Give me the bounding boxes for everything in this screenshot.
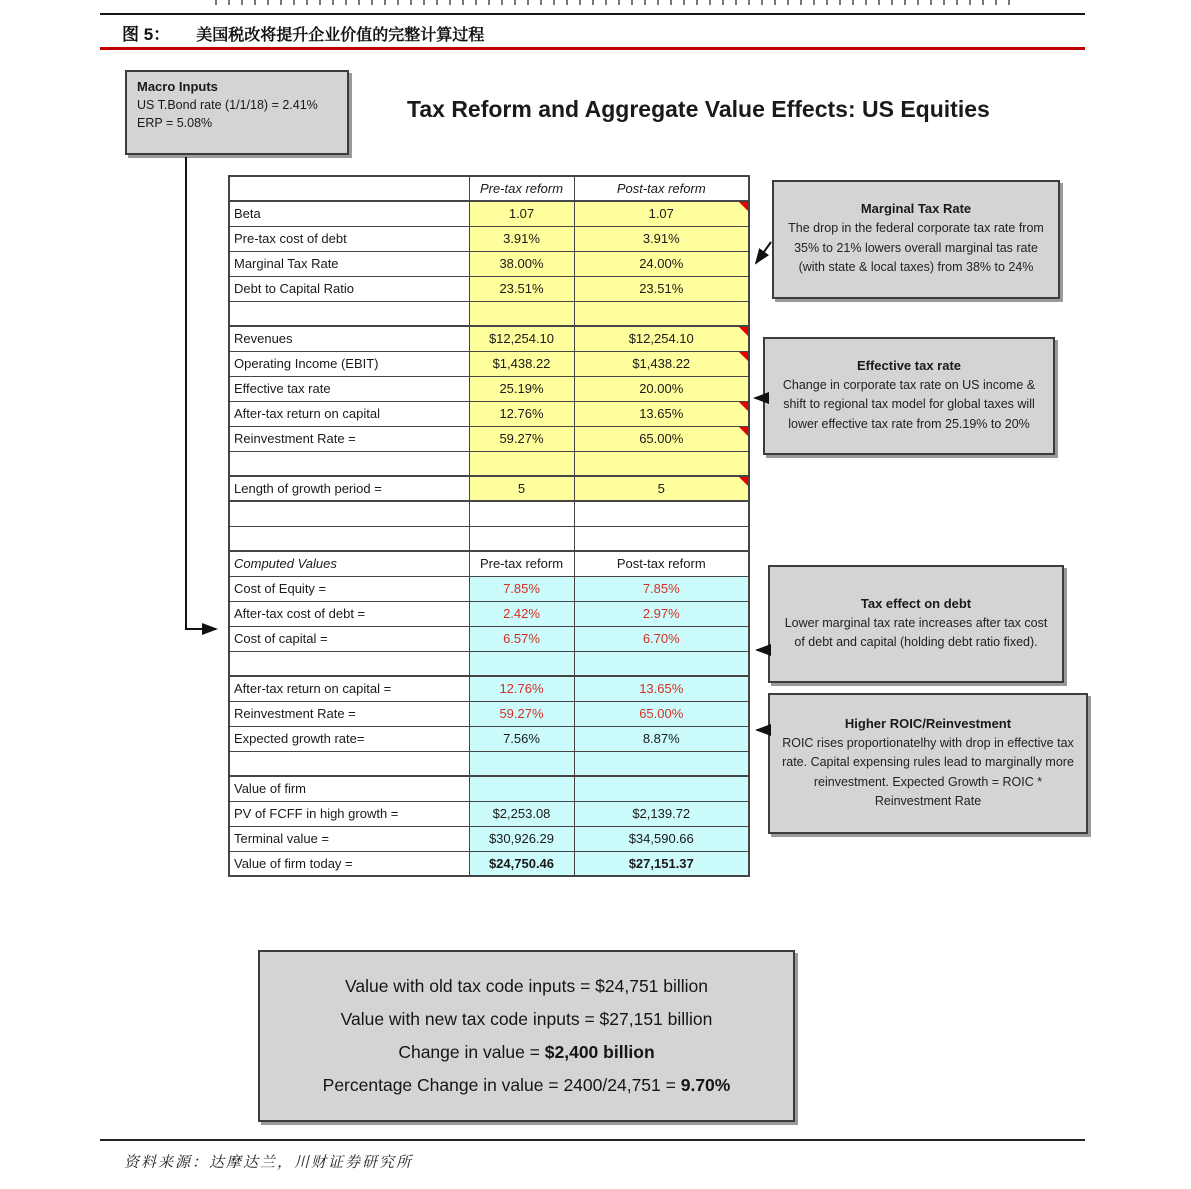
macro-inputs-title: Macro Inputs (137, 79, 218, 94)
summary-line-text: Change in value = (398, 1042, 545, 1062)
comment-marker-icon (739, 402, 748, 411)
row-label-cell (229, 301, 469, 326)
pre-value-cell: 12.76% (469, 676, 574, 701)
post-value-cell (574, 301, 749, 326)
table-row (229, 626, 749, 651)
summary-line (260, 970, 793, 1003)
post-value-cell: $2,139.72 (574, 801, 749, 826)
annotation-box-marginal-tax-rate (772, 180, 1060, 299)
post-value-cell: Post-tax reform (574, 176, 749, 201)
table-row (229, 251, 749, 276)
row-label-cell: Reinvestment Rate = (229, 701, 469, 726)
post-value-cell (574, 651, 749, 676)
pre-value-cell: 3.91% (469, 226, 574, 251)
table-row (229, 326, 749, 351)
annotation-title: Marginal Tax Rate (860, 201, 972, 217)
table-row (229, 526, 749, 551)
row-label-cell: Length of growth period = (229, 476, 469, 501)
annotation-box-effective-tax-rate (763, 337, 1055, 455)
post-value-cell: 5 (574, 476, 749, 501)
table-row (229, 176, 749, 201)
pre-value-cell (469, 776, 574, 801)
table-row (229, 501, 749, 526)
table-row (229, 576, 749, 601)
pre-value-cell: 25.19% (469, 376, 574, 401)
table-row (229, 826, 749, 851)
table-row (229, 201, 749, 226)
row-label-cell: After-tax cost of debt = (229, 601, 469, 626)
table-row (229, 551, 749, 576)
post-value-cell: 65.00% (574, 426, 749, 451)
pre-value-cell: Pre-tax reform (469, 176, 574, 201)
annotation-box-higher-roic (768, 693, 1088, 834)
annotation-body: ROIC rises proportionatelhy with drop in effective tax rate. Capital expensing rules lead to marginally more reinvestment. Expected Growth = ROIC * Reinvestment Rate (782, 735, 1074, 808)
comment-marker-icon (739, 327, 748, 336)
pre-value-cell: $2,253.08 (469, 801, 574, 826)
pre-value-cell: 12.76% (469, 401, 574, 426)
post-value-cell: 1.07 (574, 201, 749, 226)
row-label-cell: Reinvestment Rate = (229, 426, 469, 451)
pre-value-cell (469, 301, 574, 326)
pre-value-cell (469, 651, 574, 676)
source-text: 资料来源：达摩达兰，川财证券研究所 (124, 1155, 414, 1171)
macro-input-line: ERP = 5.08% (137, 116, 213, 131)
row-label-cell: PV of FCFF in high growth = (229, 801, 469, 826)
row-label-cell: After-tax return on capital = (229, 676, 469, 701)
summary-box (258, 950, 795, 1122)
annotation-body: Change in corporate tax rate on US income & shift to regional tax model for global taxes will lower effective tax rate from 25.19% to 20% (782, 377, 1036, 431)
post-value-cell: 3.91% (574, 226, 749, 251)
figure-title: 美国税改将提升企业价值的完整计算过程 (196, 27, 485, 44)
table-row (229, 351, 749, 376)
row-label-cell: Value of firm today = (229, 851, 469, 876)
pre-value-cell: $30,926.29 (469, 826, 574, 851)
post-value-cell: $34,590.66 (574, 826, 749, 851)
pre-value-cell: 23.51% (469, 276, 574, 301)
row-label-cell: Cost of Equity = (229, 576, 469, 601)
row-label-cell: Expected growth rate= (229, 726, 469, 751)
figure-number: 图 5： (122, 25, 171, 44)
pre-value-cell (469, 751, 574, 776)
post-value-cell: 24.00% (574, 251, 749, 276)
pre-value-cell: 7.85% (469, 576, 574, 601)
table-row (229, 426, 749, 451)
row-label-cell: Pre-tax cost of debt (229, 226, 469, 251)
annotation-title: Higher ROIC/Reinvestment (844, 715, 1012, 731)
row-label-cell: Effective tax rate (229, 376, 469, 401)
marginal-tax-arrow (756, 242, 771, 263)
row-label-cell (229, 651, 469, 676)
comment-marker-icon (739, 477, 748, 486)
post-value-cell: Post-tax reform (574, 551, 749, 576)
row-label-cell (229, 176, 469, 201)
pre-value-cell: 1.07 (469, 201, 574, 226)
post-value-cell (574, 501, 749, 526)
macro-to-table-arrow (186, 157, 216, 629)
table-row (229, 601, 749, 626)
summary-line-bold: 9.70% (680, 1075, 731, 1095)
pre-value-cell: 7.56% (469, 726, 574, 751)
table-row (229, 401, 749, 426)
table-row (229, 801, 749, 826)
post-value-cell (574, 451, 749, 476)
row-label-cell: Marginal Tax Rate (229, 251, 469, 276)
pre-value-cell: $1,438.22 (469, 351, 574, 376)
table-row (229, 476, 749, 501)
post-value-cell (574, 526, 749, 551)
caption-underline (100, 47, 1085, 50)
pre-value-cell: 59.27% (469, 701, 574, 726)
row-label-cell: Debt to Capital Ratio (229, 276, 469, 301)
post-value-cell (574, 776, 749, 801)
summary-line (260, 1036, 793, 1069)
post-value-cell: 13.65% (574, 676, 749, 701)
table-row (229, 301, 749, 326)
pre-value-cell: 5 (469, 476, 574, 501)
summary-line-bold: $2,400 billion (544, 1042, 655, 1062)
table-row (229, 651, 749, 676)
pre-value-cell (469, 526, 574, 551)
sheet-title: Tax Reform and Aggregate Value Effects: US Equities (407, 96, 990, 122)
post-value-cell: 13.65% (574, 401, 749, 426)
post-value-cell: $27,151.37 (574, 851, 749, 876)
post-value-cell: 6.70% (574, 626, 749, 651)
pre-value-cell (469, 451, 574, 476)
summary-line (260, 1003, 793, 1036)
table-row (229, 676, 749, 701)
table-row (229, 226, 749, 251)
header-divider (100, 13, 1085, 15)
post-value-cell: 2.97% (574, 601, 749, 626)
figure-caption (122, 20, 484, 45)
post-value-cell: 20.00% (574, 376, 749, 401)
macro-input-line: US T.Bond rate (1/1/18) = 2.41% (137, 98, 318, 112)
pre-value-cell: $24,750.46 (469, 851, 574, 876)
table-row (229, 701, 749, 726)
table-row (229, 851, 749, 876)
table-row (229, 451, 749, 476)
pre-value-cell (469, 501, 574, 526)
comment-marker-icon (739, 427, 748, 436)
annotation-body: The drop in the federal corporate tax rate from 35% to 21% lowers overall marginal tas rate (with state & local taxes) from 38% to 24% (788, 221, 1044, 275)
source-divider (100, 1139, 1085, 1141)
row-label-cell: Cost of capital = (229, 626, 469, 651)
row-label-cell (229, 501, 469, 526)
macro-inputs-box (125, 70, 349, 155)
annotation-title: Tax effect on debt (860, 595, 972, 611)
post-value-cell: $1,438.22 (574, 351, 749, 376)
row-label-cell: After-tax return on capital (229, 401, 469, 426)
row-label-cell: Revenues (229, 326, 469, 351)
post-value-cell: $12,254.10 (574, 326, 749, 351)
row-label-cell: Computed Values (229, 551, 469, 576)
row-label-cell: Terminal value = (229, 826, 469, 851)
summary-line (260, 1069, 793, 1102)
post-value-cell: 8.87% (574, 726, 749, 751)
row-label-cell: Value of firm (229, 776, 469, 801)
cropped-text-strip (215, 0, 1015, 5)
summary-line-text: Value with new tax code inputs = $27,151 billion (340, 1009, 713, 1029)
post-value-cell: 65.00% (574, 701, 749, 726)
row-label-cell (229, 751, 469, 776)
table-row (229, 376, 749, 401)
annotation-title: Effective tax rate (856, 357, 962, 373)
row-label-cell (229, 526, 469, 551)
table-row (229, 751, 749, 776)
table-row (229, 276, 749, 301)
table-row (229, 776, 749, 801)
annotation-body: Lower marginal tax rate increases after tax cost of debt and capital (holding debt ratio fixed). (784, 615, 1048, 649)
annotation-box-tax-effect-on-debt (768, 565, 1064, 683)
row-label-cell: Beta (229, 201, 469, 226)
value-table (228, 175, 750, 877)
pre-value-cell: 2.42% (469, 601, 574, 626)
pre-value-cell: 6.57% (469, 626, 574, 651)
summary-line-text: Value with old tax code inputs = $24,751 billion (344, 976, 709, 996)
table-row (229, 726, 749, 751)
pre-value-cell: Pre-tax reform (469, 551, 574, 576)
post-value-cell (574, 751, 749, 776)
post-value-cell: 7.85% (574, 576, 749, 601)
value-table-body (229, 176, 749, 876)
pre-value-cell: $12,254.10 (469, 326, 574, 351)
summary-line-text: Percentage Change in value = 2400/24,751 = (322, 1075, 681, 1095)
comment-marker-icon (739, 202, 748, 211)
pre-value-cell: 38.00% (469, 251, 574, 276)
post-value-cell: 23.51% (574, 276, 749, 301)
comment-marker-icon (739, 352, 748, 361)
row-label-cell: Operating Income (EBIT) (229, 351, 469, 376)
row-label-cell (229, 451, 469, 476)
pre-value-cell: 59.27% (469, 426, 574, 451)
